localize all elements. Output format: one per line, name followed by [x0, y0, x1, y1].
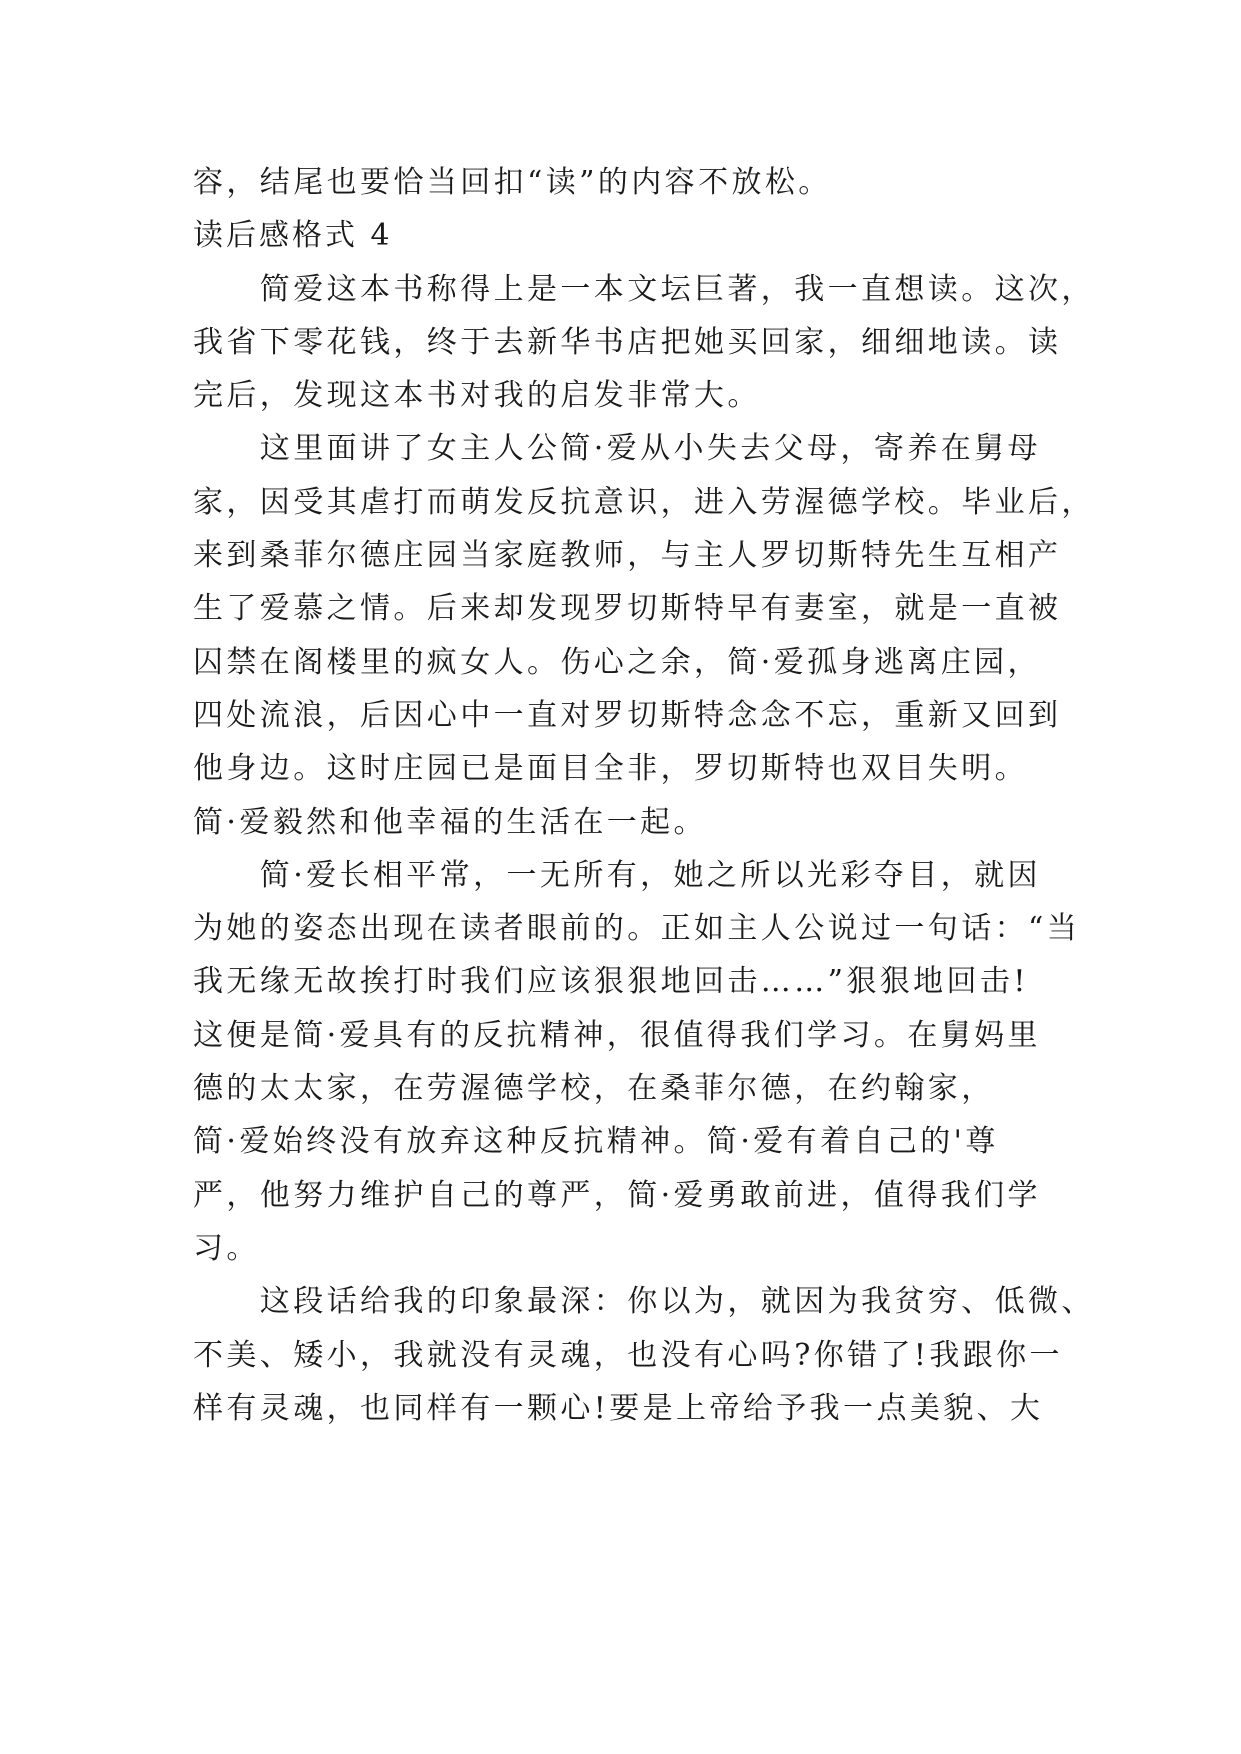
text-line: 完后，发现这本书对我的启发非常大。: [193, 378, 761, 414]
text-line: 这里面讲了女主人公简·爱从小失去父母，寄养在舅母: [193, 431, 1041, 467]
text-line: 囚禁在阁楼里的疯女人。伤心之余，简·爱孤身逃离庄园，: [193, 644, 1041, 680]
text-line: 容，结尾也要恰当回扣“读”的内容不放松。: [193, 165, 832, 200]
text-line: 这便是简·爱具有的反抗精神，很值得我们学习。在舅妈里: [193, 1017, 1041, 1053]
text-line: 为她的姿态出现在读者眼前的。正如主人公说过一句话：“当: [193, 911, 1081, 947]
text-line: 简·爱毅然和他幸福的生活在一起。: [193, 804, 707, 840]
text-line: 他身边。这时庄园已是面目全非，罗切斯特也双目失明。: [193, 751, 1028, 787]
text-line: 不美、矮小，我就没有灵魂，也没有心吗?你错了!我跟你一: [193, 1337, 1063, 1373]
section-heading: 读后感格式 4: [193, 218, 393, 254]
document-body: [193, 156, 1095, 1435]
text-line: 我无缘无故挨打时我们应该狠狠地回击……”狠狠地回击!: [193, 964, 1029, 1000]
text-line: 严，他努力维护自己的尊严，简·爱勇敢前进，值得我们学: [193, 1177, 1041, 1213]
text-line: 简·爱始终没有放弃这种反抗精神。简·爱有着自己的'尊: [193, 1124, 999, 1160]
text-line: 来到桑菲尔德庄园当家庭教师，与主人罗切斯特先生互相产: [193, 538, 1062, 574]
text-line: 家，因受其虐打而萌发反抗意识，进入劳渥德学校。毕业后，: [193, 484, 1095, 520]
text-line: 简爱这本书称得上是一本文坛巨著，我一直想读。这次，: [193, 271, 1095, 307]
text-line: 四处流浪，后因心中一直对罗切斯特念念不忘，重新又回到: [193, 697, 1062, 733]
text-line: 简·爱长相平常，一无所有，她之所以光彩夺目，就因: [193, 857, 1041, 893]
text-line: 生了爱慕之情。后来却发现罗切斯特早有妻室，就是一直被: [193, 591, 1062, 627]
text-line: 德的太太家，在劳渥德学校，在桑菲尔德，在约翰家，: [193, 1071, 995, 1107]
text-line: 这段话给我的印象最深：你以为，就因为我贫穷、低微、: [193, 1284, 1095, 1320]
text-line: 我省下零花钱，终于去新华书店把她买回家，细细地读。读: [193, 324, 1062, 360]
text-line: 样有灵魂，也同样有一颗心!要是上帝给予我一点美貌、大: [193, 1390, 1044, 1426]
text-line: 习。: [193, 1230, 260, 1266]
